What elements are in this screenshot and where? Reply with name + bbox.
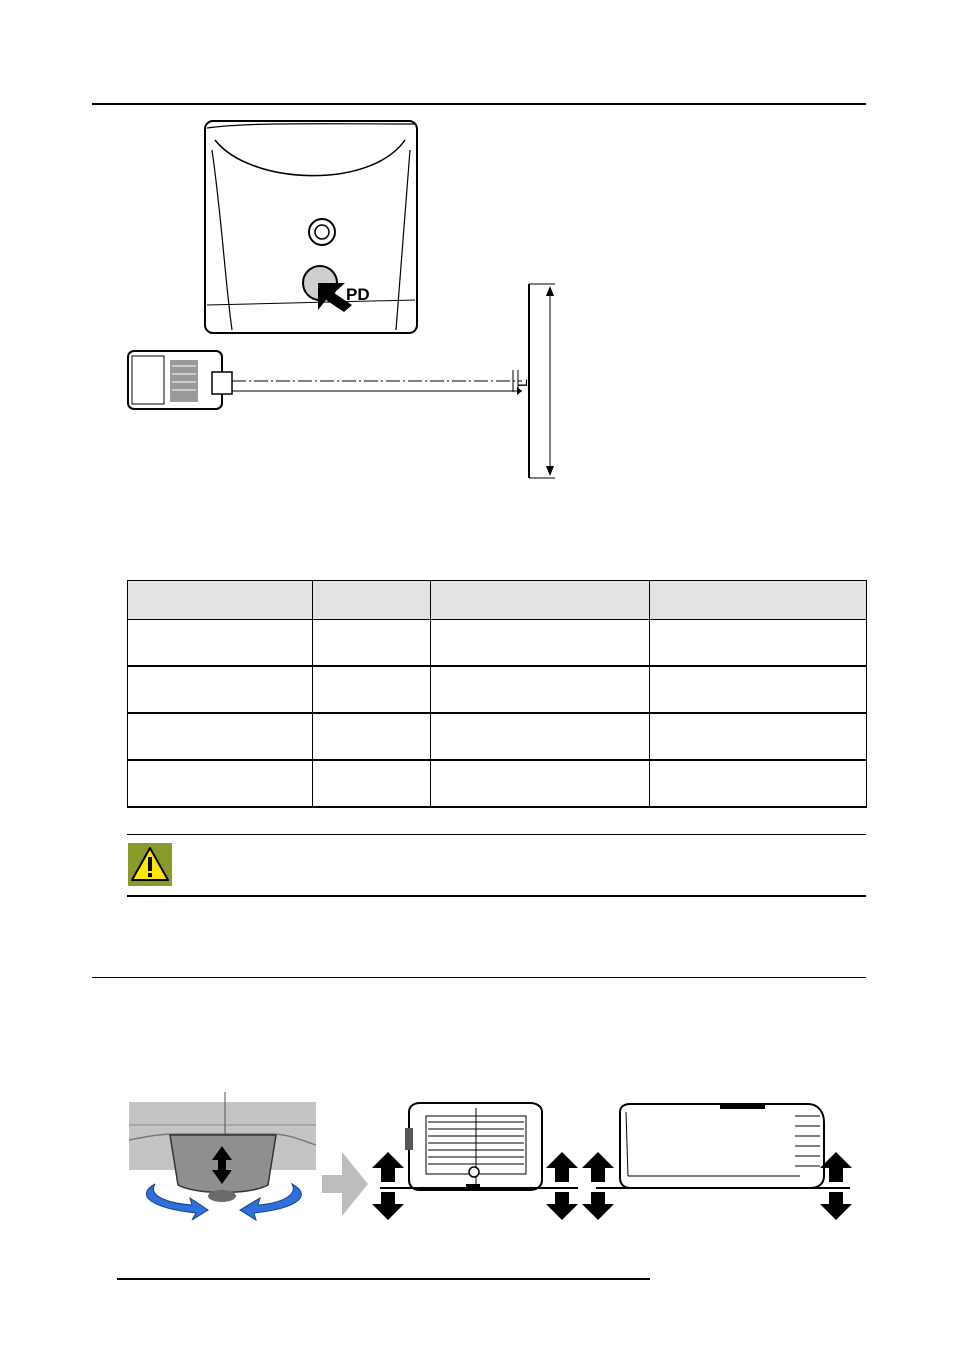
table-cell bbox=[128, 713, 313, 760]
table-header-cell bbox=[128, 581, 313, 620]
table-cell bbox=[313, 760, 431, 807]
projector-side-view bbox=[620, 1104, 824, 1188]
table-row bbox=[128, 620, 867, 667]
adjustable-foot-closeup bbox=[129, 1092, 316, 1220]
table-header-cell bbox=[313, 581, 431, 620]
table-header-row bbox=[128, 581, 867, 620]
table-row bbox=[128, 760, 867, 807]
table-cell bbox=[128, 760, 313, 807]
footer-rule bbox=[117, 1278, 650, 1280]
table-cell bbox=[650, 760, 867, 807]
section-divider bbox=[92, 977, 866, 978]
down-arrow-icon bbox=[820, 1192, 852, 1220]
warning-triangle-icon bbox=[128, 843, 172, 886]
table-cell bbox=[431, 666, 650, 713]
inset-photo-frame bbox=[205, 121, 417, 333]
down-arrow-icon bbox=[372, 1192, 404, 1220]
up-arrow-icon bbox=[546, 1152, 578, 1182]
header-rule bbox=[92, 103, 866, 105]
up-arrow-icon bbox=[582, 1152, 614, 1182]
table-cell bbox=[313, 713, 431, 760]
table-cell bbox=[313, 666, 431, 713]
projector-screen-diagram bbox=[120, 118, 570, 483]
table-cell bbox=[650, 666, 867, 713]
foot-adjustment-diagram bbox=[125, 1090, 860, 1225]
table-cell bbox=[431, 713, 650, 760]
table-cell bbox=[650, 713, 867, 760]
table-cell bbox=[650, 620, 867, 667]
down-arrow-icon bbox=[546, 1192, 578, 1220]
table-cell bbox=[313, 620, 431, 667]
table-cell bbox=[128, 666, 313, 713]
up-arrow-icon bbox=[372, 1152, 404, 1182]
projector-top-view bbox=[128, 351, 232, 409]
table-cell bbox=[128, 620, 313, 667]
table-row bbox=[128, 666, 867, 713]
spec-table bbox=[127, 580, 867, 808]
projector-front-view bbox=[405, 1103, 542, 1190]
table-row bbox=[128, 713, 867, 760]
distance-l-label: L bbox=[514, 379, 530, 387]
next-step-arrow-icon bbox=[322, 1152, 368, 1216]
down-arrow-icon bbox=[582, 1192, 614, 1220]
table-header-cell bbox=[431, 581, 650, 620]
table-header-cell bbox=[650, 581, 867, 620]
pd-label: PD bbox=[346, 285, 370, 304]
caution-box bbox=[127, 834, 866, 897]
table-cell bbox=[431, 620, 650, 667]
table-cell bbox=[431, 760, 650, 807]
